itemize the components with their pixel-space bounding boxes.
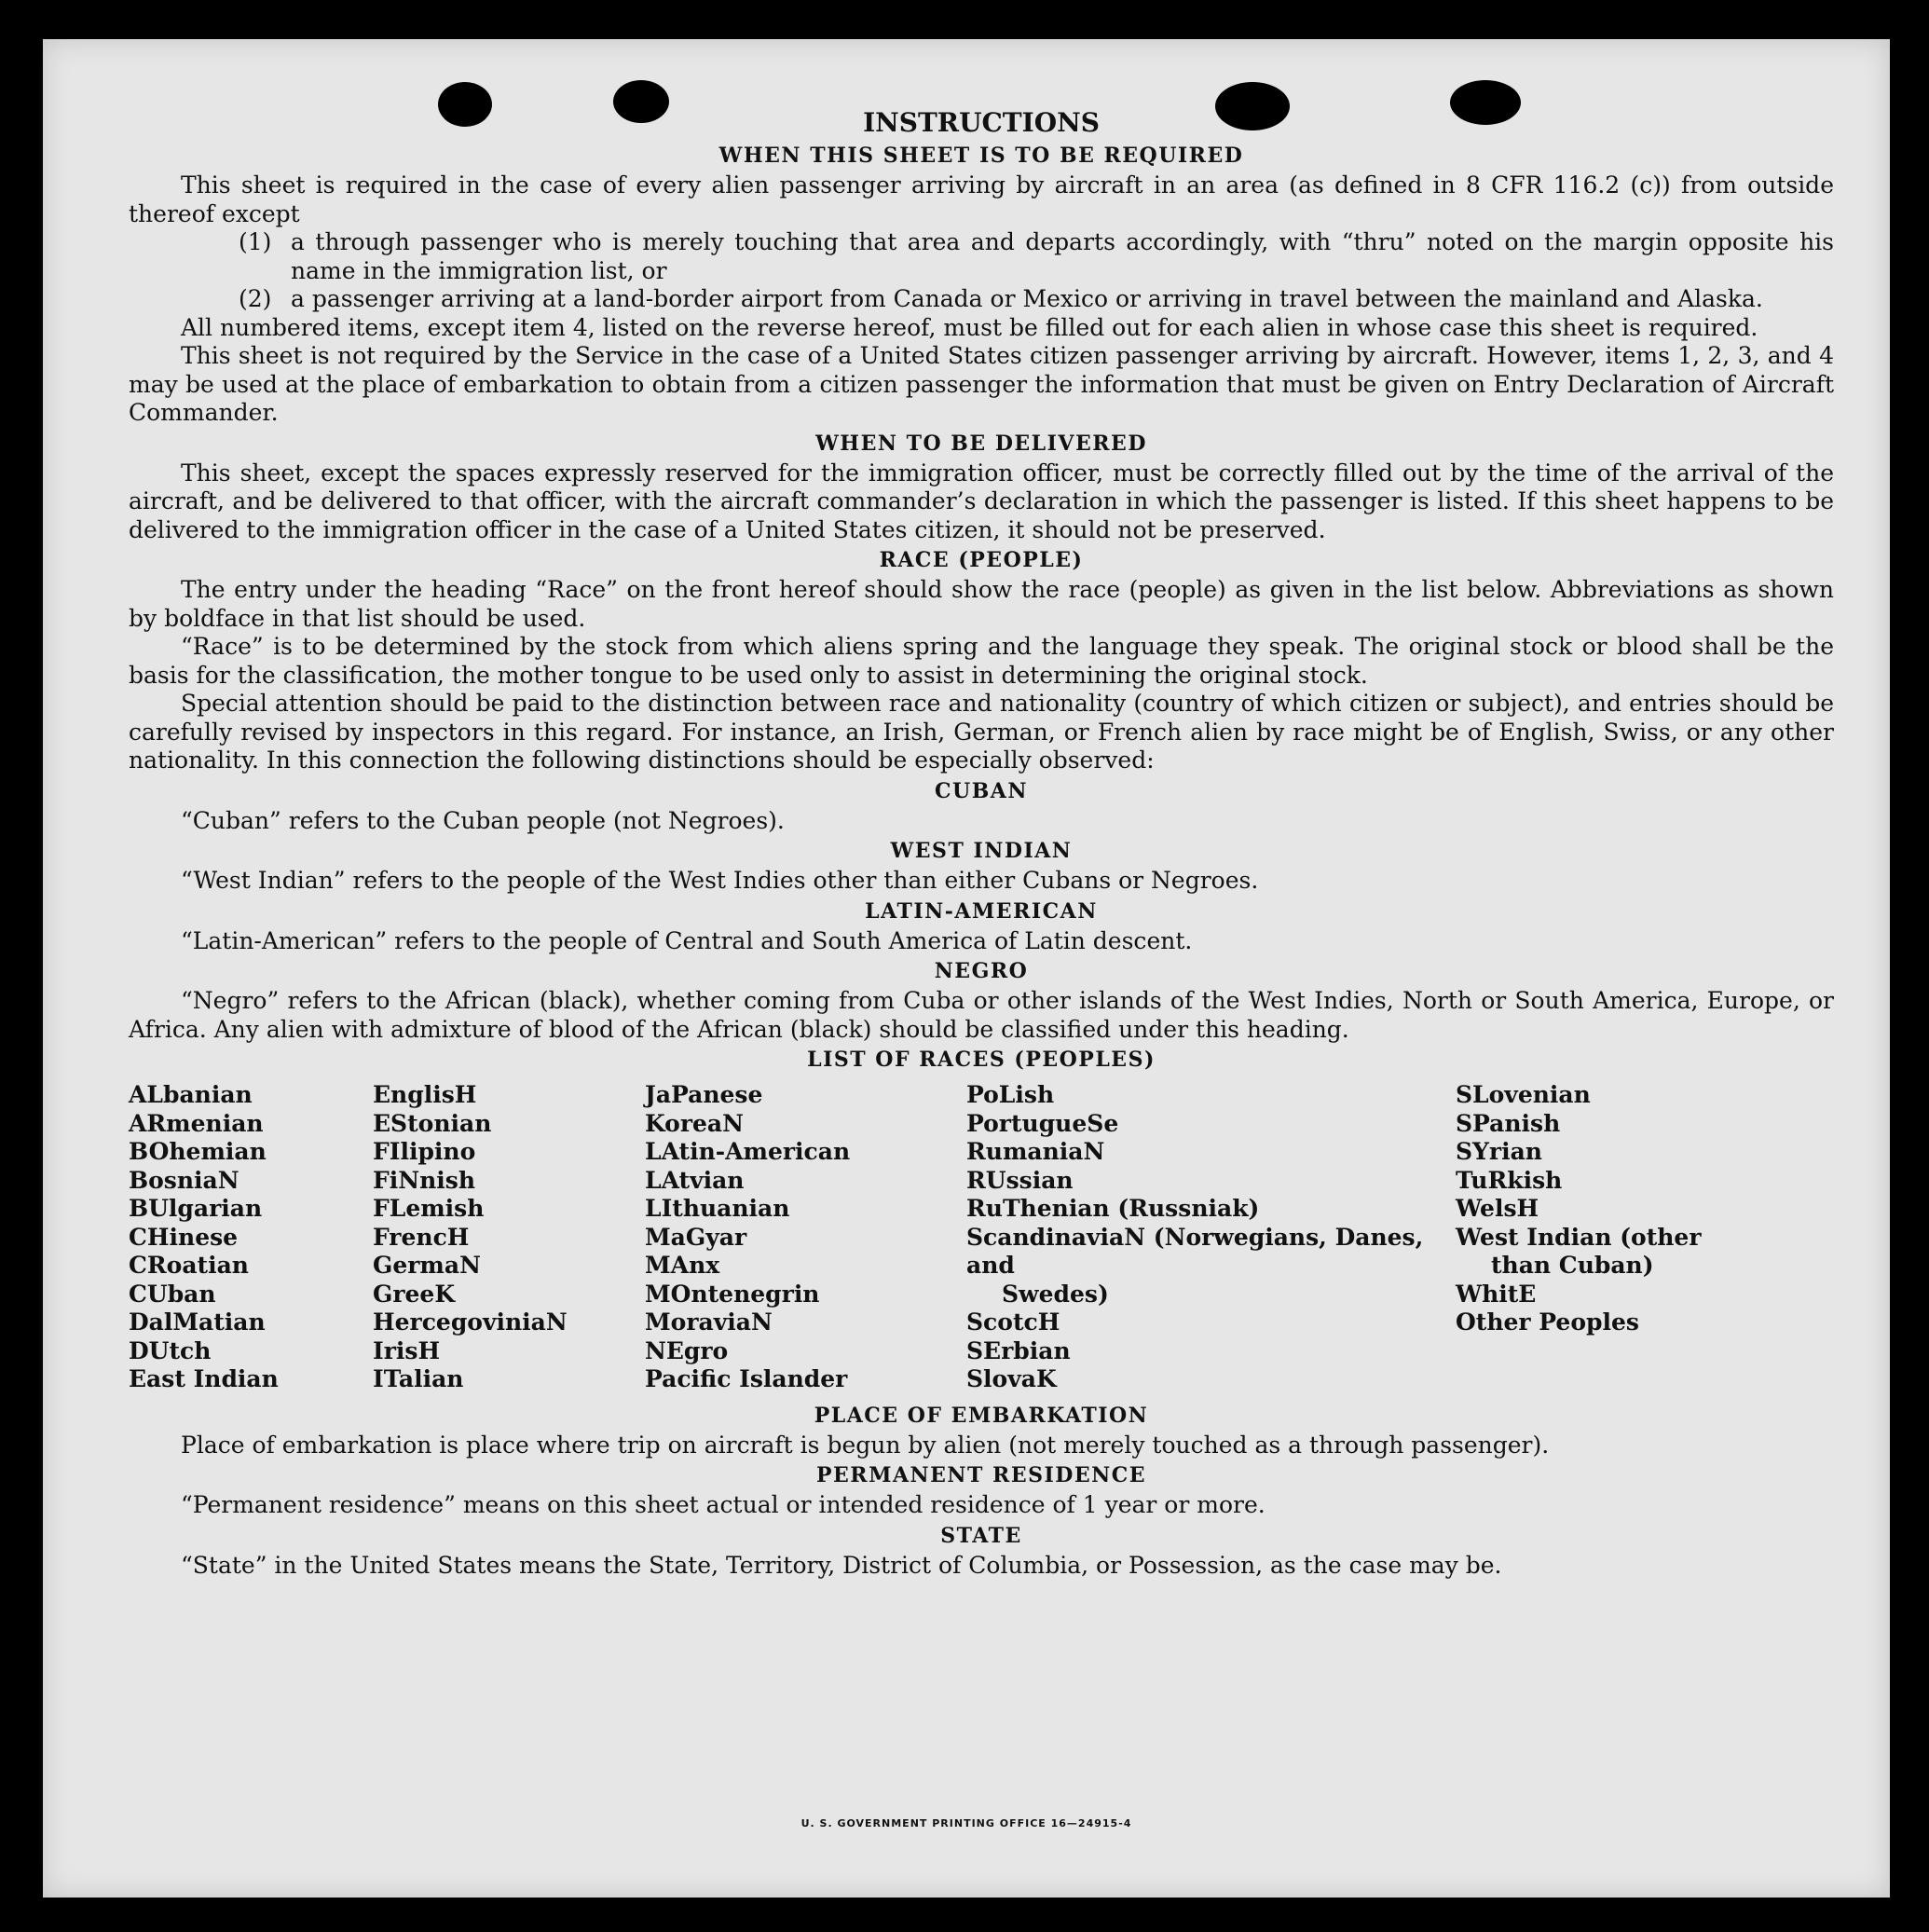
race-entry: EnglisH	[373, 1081, 477, 1108]
race-entry: HercegoviniaN	[373, 1309, 568, 1336]
embarkation-text: Place of embarkation is place where trip on aircraft is begun by alien (not merely touched as a through passenger).	[181, 1431, 1550, 1459]
race-entry: SPanish	[1456, 1109, 1561, 1137]
race-entry: RumaniaN	[966, 1138, 1105, 1165]
race-entry: FIlipino	[373, 1138, 476, 1165]
printing-office-footer: U. S. GOVERNMENT PRINTING OFFICE 16—24915-4	[800, 1817, 1132, 1829]
race-entry: DUtch	[129, 1336, 212, 1364]
negro-text: “Negro” refers to the African (black), whether coming from Cuba or other islands of the West Indies, North or South America, Europe, or Africa. Any alien with admixture of blood of the African (black) should be classified under this heading.	[129, 987, 1834, 1043]
race-column	[373, 1081, 645, 1394]
race-entry: NEgro	[645, 1336, 729, 1364]
race-entry: Swedes)	[1002, 1280, 1109, 1308]
race-entry: FiNnish	[373, 1166, 476, 1194]
exception-number: (2)	[239, 285, 272, 312]
race-entry: WhitE	[1456, 1280, 1537, 1308]
exception-number: (1)	[239, 228, 272, 255]
state-text: “State” in the United States means the State, Territory, District of Columbia, or Possession, as the case may be.	[181, 1551, 1502, 1579]
race-entry: ALbanian	[129, 1081, 253, 1108]
race-entry: West Indian (other	[1456, 1223, 1702, 1251]
heading-latin-american: LATIN-AMERICAN	[865, 898, 1098, 924]
race-entry: SErbian	[966, 1336, 1071, 1364]
exception-text: a passenger arriving at a land-border airport from Canada or Mexico or arriving in travel between the mainland and Alaska.	[291, 285, 1763, 312]
race-entry: Pacific Islander	[645, 1365, 848, 1392]
heading-negro: NEGRO	[934, 959, 1029, 983]
race-entry: BOhemian	[129, 1138, 267, 1165]
race-entry: FLemish	[373, 1195, 485, 1222]
latin-american-text: “Latin-American” refers to the people of Central and South America of Latin descent.	[181, 926, 1193, 954]
race-paragraph-1: The entry under the heading “Race” on the front hereof should show the race (people) as given in the list below. Abbreviations as shown by boldface in that list should be used.	[129, 576, 1834, 632]
race-entry: LAtvian	[645, 1166, 745, 1194]
race-entry: SlovaK	[966, 1365, 1057, 1392]
race-entry: SYrian	[1456, 1138, 1542, 1165]
race-entry: RUssian	[966, 1166, 1074, 1194]
race-column	[1456, 1081, 1834, 1394]
heading-list-of-races: LIST OF RACES (PEOPLES)	[807, 1048, 1156, 1072]
race-entry: KoreaN	[645, 1109, 744, 1137]
race-entry: FrencH	[373, 1223, 470, 1251]
heading-when-delivered: WHEN TO BE DELIVERED	[815, 431, 1147, 456]
heading-race: RACE (PEOPLE)	[879, 548, 1084, 572]
heading-state: STATE	[940, 1523, 1022, 1548]
race-entry: LAtin-American	[645, 1138, 851, 1165]
race-entry: CRoatian	[129, 1252, 249, 1279]
heading-embarkation: PLACE OF EMBARKATION	[814, 1403, 1149, 1428]
heading-when-required: WHEN THIS SHEET IS TO BE REQUIRED	[718, 144, 1244, 168]
race-column	[129, 1081, 373, 1394]
permanent-residence-text: “Permanent residence” means on this sheet actual or intended residence of 1 year or more.	[181, 1491, 1265, 1518]
race-entry: SLovenian	[1456, 1081, 1591, 1108]
heading-west-indian: WEST INDIAN	[890, 839, 1073, 863]
heading-permanent-residence: PERMANENT RESIDENCE	[816, 1463, 1146, 1487]
form-sheet	[43, 39, 1890, 1898]
west-indian-text: “West Indian” refers to the people of the West Indies other than either Cubans or Negroes.	[181, 867, 1259, 894]
race-entry: EStonian	[373, 1109, 492, 1137]
cuban-text: “Cuban” refers to the Cuban people (not Negroes).	[181, 806, 785, 834]
when-delivered-text: This sheet, except the spaces expressly reserved for the immigration officer, must be correctly filled out by the time of the arrival of the aircraft, and be delivered to that officer, with the aircraft commander’s declaration in which the passenger is listed. If this sheet happens to be delivered to the immigration officer in the case of a United States citizen, it should not be preserved.	[129, 459, 1834, 543]
race-entry: MoraviaN	[645, 1309, 773, 1336]
exception-text: a through passenger who is merely touching that area and departs accordingly, with “thru” noted on the margin opposite his name in the immigration list, or	[291, 228, 1834, 284]
race-column	[966, 1081, 1456, 1394]
instructions-text	[129, 106, 1834, 1580]
race-entry: East Indian	[129, 1365, 279, 1392]
exception-item	[239, 285, 1834, 314]
race-entry: ARmenian	[129, 1109, 264, 1137]
race-entry: ScotcH	[966, 1309, 1060, 1336]
race-entry: GermaN	[373, 1252, 481, 1279]
race-entry: than Cuban)	[1491, 1252, 1654, 1279]
race-entry: IrisH	[373, 1336, 441, 1364]
heading-cuban: CUBAN	[935, 778, 1028, 803]
race-entry: PoLish	[966, 1081, 1055, 1108]
race-entry: BosniaN	[129, 1166, 239, 1194]
exception-item	[239, 228, 1834, 285]
race-entry: LIthuanian	[645, 1195, 790, 1222]
race-paragraph-3: Special attention should be paid to the distinction between race and nationality (country of which citizen or subject), and entries should be carefully revised by inspectors in this regard. For instance, an Irish, German, or French alien by race might be of English, Swiss, or any other nationality. In this connection the following distinctions should be especially observed:	[129, 690, 1834, 774]
race-entry: PortugueSe	[966, 1109, 1119, 1137]
citizen-paragraph: This sheet is not required by the Service in the case of a United States citizen passenger arriving by aircraft. However, items 1, 2, 3, and 4 may be used at the place of embarkation to obtain from a citizen passenger the information that must be given on Entry Declaration of Aircraft Commander.	[129, 342, 1834, 426]
race-entry: MaGyar	[645, 1223, 747, 1251]
race-entry: MAnx	[645, 1252, 720, 1279]
race-list	[129, 1081, 1834, 1394]
race-paragraph-2: “Race” is to be determined by the stock from which aliens spring and the language they speak. The original stock or blood shall be the basis for the classification, the mother tongue to be used only to assist in determining the original stock.	[129, 633, 1834, 689]
race-entry: ScandinaviaN (Norwegians, Danes, and	[966, 1223, 1424, 1279]
numbered-items-paragraph: All numbered items, except item 4, listed on the reverse hereof, must be filled out for each alien in whose case this sheet is required.	[181, 313, 1758, 341]
race-entry: CHinese	[129, 1223, 239, 1251]
race-column	[645, 1081, 966, 1394]
race-entry: WelsH	[1456, 1195, 1539, 1222]
race-entry: RuThenian (Russniak)	[966, 1195, 1260, 1222]
race-entry: ITalian	[373, 1365, 464, 1392]
race-entry: BUlgarian	[129, 1195, 263, 1222]
race-entry: MOntenegrin	[645, 1280, 820, 1308]
race-entry: TuRkish	[1456, 1166, 1563, 1194]
race-entry: CUban	[129, 1280, 216, 1308]
race-entry: GreeK	[373, 1280, 456, 1308]
page-title: INSTRUCTIONS	[863, 107, 1100, 138]
race-entry: Other Peoples	[1456, 1309, 1639, 1336]
race-entry: DalMatian	[129, 1309, 266, 1336]
when-required-intro: This sheet is required in the case of every alien passenger arriving by aircraft in an area (as defined in 8 CFR 116.2 (c)) from outside thereof except	[129, 171, 1834, 227]
race-entry: JaPanese	[645, 1081, 763, 1108]
